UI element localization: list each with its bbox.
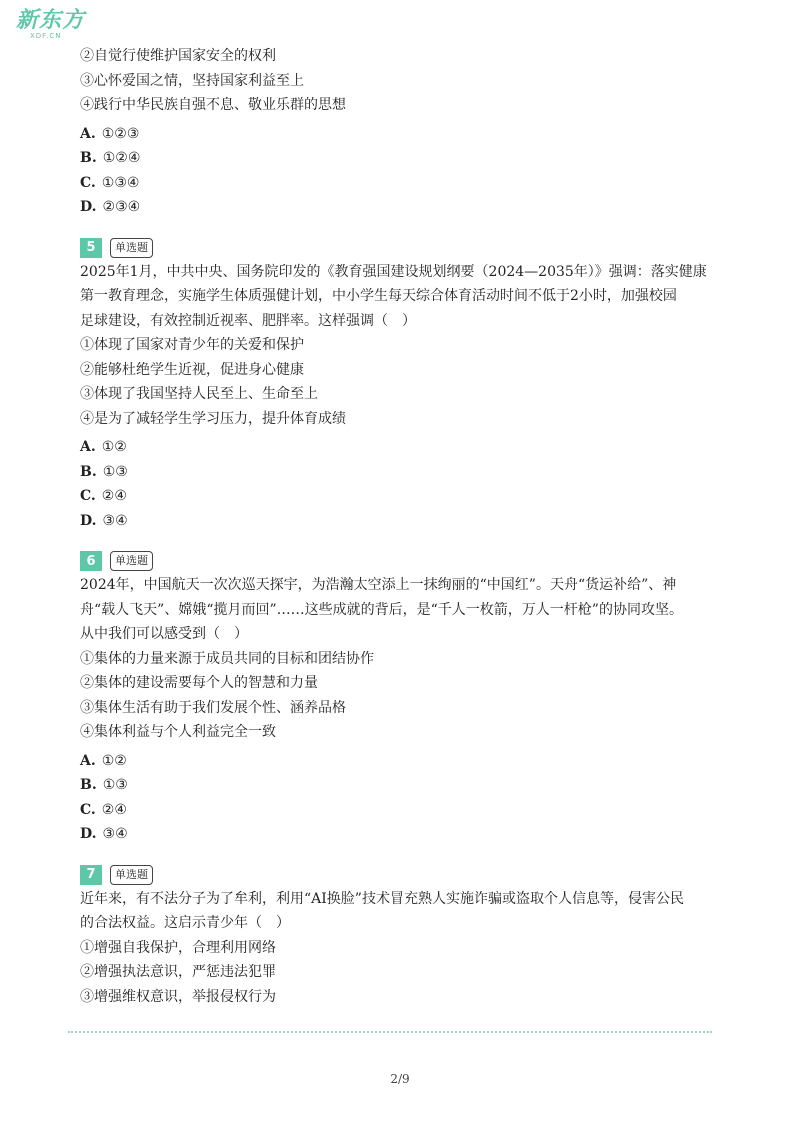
logo-text: 新东方: [16, 8, 86, 33]
choice-text: ②④: [101, 801, 127, 818]
choice-text: ③④: [102, 512, 128, 529]
question-6: [80, 551, 720, 847]
choice-text: ①②: [101, 752, 127, 769]
choice-text: ①③: [102, 463, 128, 480]
choice-text: ①③④: [101, 174, 140, 191]
stem-line: 足球建设，有效控制近视率、肥胖率。这样强调（ ）: [80, 312, 416, 329]
stem-line: 2024年，中国航天一次次巡天探宇，为浩瀚太空添上一抹绚丽的“中国红”。天舟“货运补给”、神: [80, 577, 677, 593]
statement-item: ②集体的建设需要每个人的智慧和力量: [80, 675, 318, 691]
choice-text: ①②④: [102, 150, 141, 166]
choice-d[interactable]: [80, 509, 720, 534]
statement-item: ④是为了减轻学生学习压力，提升体育成绩: [80, 410, 346, 427]
statement-item: ①集体的力量来源于成员共同的目标和团结协作: [80, 650, 374, 667]
question-number-badge: 5: [80, 238, 102, 258]
choice-text: ①③: [102, 777, 128, 793]
choice-a[interactable]: [80, 749, 720, 774]
statement-item: ②增强执法意识，严惩违法犯罪: [80, 964, 276, 980]
choice-text: ②④: [101, 488, 127, 504]
question-number-badge: 6: [80, 551, 102, 571]
choice-d[interactable]: [80, 822, 720, 847]
question-header: [80, 865, 720, 885]
statement-item: ③增强维权意识，举报侵权行为: [80, 988, 276, 1005]
statement-item: ④集体利益与个人利益完全一致: [80, 724, 276, 740]
statement-item: ②自觉行使维护国家安全的权利: [80, 48, 276, 64]
statement-item: ③心怀爱国之情，坚持国家利益至上: [80, 72, 304, 89]
choice-letter: C.: [80, 488, 96, 504]
stem-line: 第一教育理念，实施学生体质强健计划，中小学生每天综合体育活动时间不低于2小时，加强校园: [80, 288, 677, 304]
choice-list: [80, 435, 720, 533]
choice-text: ③④: [102, 826, 128, 842]
choice-letter: A.: [80, 125, 96, 142]
choice-a[interactable]: [80, 435, 720, 460]
statement-item: ④践行中华民族自强不息、敬业乐群的思想: [80, 97, 346, 113]
question-stem: [80, 887, 720, 936]
question-number-badge: 7: [80, 865, 102, 885]
logo-subtext: XDF.CN: [30, 32, 62, 40]
stem-line: 2025年1月，中共中央、国务院印发的《教育强国建设规划纲要（2024—2035年）》强调：落实健康: [80, 263, 707, 280]
choice-letter: B.: [80, 150, 97, 166]
question-stem: [80, 260, 720, 334]
question-stem: [80, 573, 720, 647]
choice-text: ②③④: [102, 199, 141, 215]
choice-b[interactable]: [80, 460, 720, 485]
choice-letter: B.: [80, 777, 97, 793]
choice-letter: D.: [80, 512, 97, 529]
question-header: [80, 238, 720, 258]
page-content: [80, 44, 720, 1009]
stem-line: 近年来，有不法分子为了牟利，利用“AI换脸”技术冒充熟人实施诈骗或盗取个人信息等，侵害公民: [80, 890, 684, 907]
choice-c[interactable]: [80, 798, 720, 823]
choice-b[interactable]: [80, 773, 720, 798]
question-header: [80, 551, 720, 571]
choice-a[interactable]: [80, 122, 720, 147]
footer-divider: [68, 1031, 712, 1033]
choice-letter: B.: [80, 463, 97, 480]
choice-b[interactable]: [80, 146, 720, 171]
choice-letter: D.: [80, 199, 97, 215]
question-type-tag: 单选题: [110, 865, 153, 885]
question-7: [80, 865, 720, 1010]
statement-item: ①增强自我保护，合理利用网络: [80, 939, 276, 956]
stem-line: 从中我们可以感受到（ ）: [80, 626, 248, 642]
choice-letter: A.: [80, 752, 96, 769]
choice-text: ①②: [101, 439, 127, 455]
question-type-tag: 单选题: [110, 551, 153, 571]
choice-d[interactable]: [80, 195, 720, 220]
choice-letter: A.: [80, 439, 96, 455]
choice-text: ①②③: [101, 125, 140, 142]
choice-letter: D.: [80, 826, 97, 842]
page-number: 2/9: [390, 1072, 410, 1086]
question-5: [80, 238, 720, 534]
statement-item: ③体现了我国坚持人民至上、生命至上: [80, 386, 318, 402]
choice-c[interactable]: [80, 171, 720, 196]
choice-letter: C.: [80, 174, 96, 191]
prev-question: [80, 44, 720, 220]
stem-line: 的合法权益。这启示青少年（ ）: [80, 915, 290, 931]
statement-item: ③集体生活有助于我们发展个性、涵养品格: [80, 699, 346, 716]
stem-line: 舟“载人飞天”、嫦娥“揽月而回”……这些成就的背后，是“千人一枚箭，万人一杆枪”的协同攻坚。: [80, 601, 683, 618]
statement-item: ②能够杜绝学生近视，促进身心健康: [80, 361, 304, 378]
question-type-tag: 单选题: [110, 238, 153, 258]
statement-item: ①体现了国家对青少年的关爱和保护: [80, 337, 304, 353]
choice-list: [80, 122, 720, 220]
choice-list: [80, 749, 720, 847]
choice-letter: C.: [80, 801, 96, 818]
choice-c[interactable]: [80, 484, 720, 509]
